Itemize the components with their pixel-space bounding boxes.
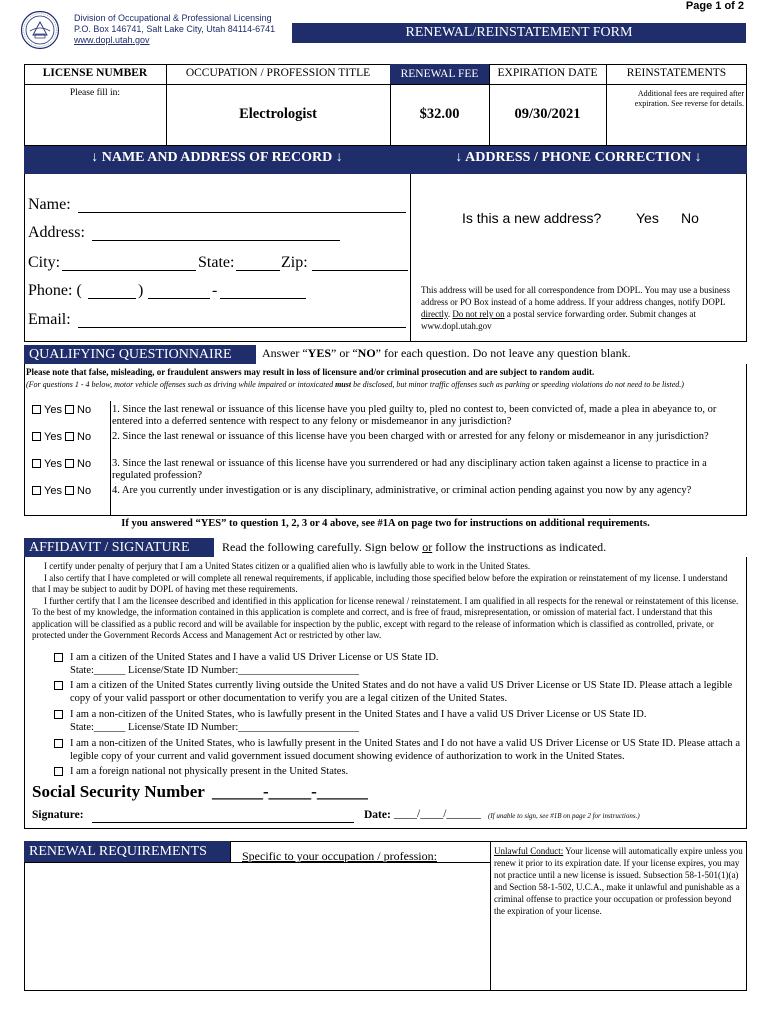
requirements-subtitle: Specific to your occupation / profession: [242,849,437,863]
renewal-fee-label: RENEWAL FEE [390,64,489,84]
affidavit-para-1: I certify under penalty of perjury that I am a United States citizen or a qualified alien who is lawfully able to work in the United States. [44,561,531,571]
q3-no-checkbox[interactable] [65,459,74,468]
q3-no-label: No [77,458,92,470]
correction-field[interactable] [418,240,740,280]
signature-label: Signature: [32,809,84,821]
q1-no-checkbox[interactable] [65,405,74,414]
license-number-field[interactable] [30,100,160,142]
state-seal-icon [20,10,60,50]
reinstatements-label: REINSTATEMENTS [626,67,727,79]
page-number: Page 1 of 2 [685,0,744,12]
affidavit-instruction: Read the following carefully. Sign below or follow the instructions as indicated. [222,540,607,554]
new-address-question: Is this a new address? [462,210,602,226]
affidavit-option-1-id[interactable]: State:______ License/State ID Number:_______________________ [70,665,360,676]
division-address: P.O. Box 146741, Salt Lake City, Utah 84114-6741 [74,24,276,34]
occupation-value: Electrologist [239,106,317,122]
questionnaire-footer: If you answered “YES” to question 1, 2, 3 or 4 above, see #1A on page two for instructions on additional requirements. [121,518,650,529]
new-address-yes[interactable]: Yes [636,210,659,226]
record-bar-left: ↓ NAME AND ADDRESS OF RECORD ↓ [91,150,343,165]
q2-yes-checkbox[interactable] [32,432,41,441]
state-label: State: [198,254,235,271]
q4-no-checkbox[interactable] [65,486,74,495]
q2-yes-label: Yes [44,431,62,443]
affidavit-title: AFFIDAVIT / SIGNATURE [24,538,214,557]
requirements-title: RENEWAL REQUIREMENTS [24,841,230,862]
unlawful-conduct-note: Unlawful Conduct: Your license will automatically expire unless you renew it prior to its expiration date. If your license expires, you may not practice until a new license is issued. Subsection 58-1-501(1)(a) and Section 58-1-502, U.C.A., make it unlawful and punishable as a criminal offense to practice your occupation or profession beyond the expiration of your license. [494,846,743,916]
affidavit-option-3-checkbox[interactable] [54,710,63,719]
ssn-field[interactable]: ______-_____-______ [212,782,368,801]
occupation-label: OCCUPATION / PROFESSION TITLE [185,67,371,79]
state-field[interactable] [236,270,280,271]
phone-line-field[interactable] [220,298,306,299]
division-name: Division of Occupational & Professional Licensing [74,13,272,23]
form-title: RENEWAL/REINSTATEMENT FORM [292,23,746,43]
signature-field[interactable] [92,822,354,823]
question-2-text: 2. Since the last renewal or issuance of this license have you been charged with or arrested for any felony or misdemeanor in any jurisdiction? [112,431,709,442]
name-label: Name: [28,196,71,213]
phone-prefix-field[interactable] [148,298,210,299]
affidavit-option-2-text: I am a citizen of the United States currently living outside the United States and do not have a valid US Driver License or US State ID. Please attach a legible copy of your valid passport or other documentation to verify you are a legal citizen of the United States. [70,680,733,704]
expiration-value: 09/30/2021 [514,106,581,122]
questionnaire-warning: Please note that false, misleading, or fraudulent answers may result in loss of licensure and/or criminal prosecution and are subject to random audit. [26,367,595,377]
question-3-text: 3. Since the last renewal or issuance of this license have you surrendered or had any disciplinary action taken against a license to practice in a regulated profession? [112,458,707,481]
address-label: Address: [28,224,85,241]
phone-label: Phone: ( [28,282,82,299]
phone-dash: - [212,282,218,299]
city-label: City: [28,254,61,271]
q1-yes-label: Yes [44,404,62,416]
ssn-label: Social Security Number [32,782,205,801]
name-field[interactable] [78,212,406,213]
affidavit-option-3-id[interactable]: State:______ License/State ID Number:_______________________ [70,722,360,733]
questionnaire-title: QUALIFYING QUESTIONNAIRE [24,345,256,364]
q3-yes-label: Yes [44,458,62,470]
q1-no-label: No [77,404,92,416]
expiration-label: EXPIRATION DATE [497,67,598,79]
affidavit-option-2-checkbox[interactable] [54,681,63,690]
affidavit-option-3-text: I am a non-citizen of the United States, who is lawfully present in the United States and I have a valid US Driver License or US State ID. [70,709,647,720]
q2-no-label: No [77,431,92,443]
city-field[interactable] [62,270,196,271]
q4-yes-checkbox[interactable] [32,486,41,495]
q4-yes-label: Yes [44,485,62,497]
affidavit-para-2: I also certify that I have completed or will complete all renewal requirements, if applicable, including those specified below before the expiration or reinstatement of my license. I understand that I may be subject to audit by DOPL of having met these requirements. [32,572,728,594]
q1-yes-checkbox[interactable] [32,405,41,414]
zip-field[interactable] [312,270,408,271]
license-number-label: LICENSE NUMBER [42,67,148,79]
q2-no-checkbox[interactable] [65,432,74,441]
zip-label: Zip: [281,254,308,271]
renewal-fee-value: $32.00 [419,106,460,122]
license-number-hint: Please fill in: [69,88,121,98]
reinstatements-note: Additional fees are required after expiration. See reverse for details. [634,89,744,108]
affidavit-option-5-text: I am a foreign national not physically present in the United States. [70,766,349,777]
record-bar-right: ↓ ADDRESS / PHONE CORRECTION ↓ [455,150,702,165]
affidavit-option-4-checkbox[interactable] [54,739,63,748]
requirements-content [28,866,486,987]
question-4-text: 4. Are you currently under investigation or is any disciplinary, administrative, or criminal action pending against you now by any agency? [112,485,692,496]
affidavit-option-1-text: I am a citizen of the United States and I have a valid US Driver License or US State ID. [70,652,439,663]
division-website[interactable]: www.dopl.utah.gov [74,35,150,45]
date-field[interactable]: ____/____/______ [394,808,481,820]
new-address-no[interactable]: No [681,210,699,226]
questionnaire-note: (For questions 1 - 4 below, motor vehicle offenses such as driving while impaired or intoxicated must be disclosed, but minor traffic offenses such as parking or speeding violations do not need to be listed.) [26,380,684,389]
correction-note: This address will be used for all correspondence from DOPL. You may use a business address or PO Box instead of a home address. If your address changes, notify DOPL directly. Do not rely on a postal service forwarding order. Submit changes at www.dopl.utah.gov [421,285,730,331]
affidavit-para-3: I further certify that I am the licensee described and identified in this application for license renewal / reinstatement. I am qualified in all respects for the renewal or reinstatement of this license. To the best of my knowledge, the information contained in this application is complete and correct, and is free of fraud, misrepresentation, or omission of material fact. I understand that this application will be classified as a public record and will be available for inspection by the public, except with regard to the release of information which is classified as controlled, private, or protected under the Government Records Access and Management Act or restricted by other law. [32,595,739,640]
unable-to-sign-note: (If unable to sign, see #1B on page 2 for instructions.) [488,812,640,820]
affidavit-option-5-checkbox[interactable] [54,767,63,776]
question-1-text: 1. Since the last renewal or issuance of this license have you pled guilty to, pled no contest to, been convicted of, made a plea in abeyance to, or entered into a deferred sentence with respect to any felony or misdemeanor in any jurisdiction? [112,404,717,427]
phone-close-paren: ) [138,282,144,299]
date-label: Date: [364,809,391,821]
q4-no-label: No [77,485,92,497]
affidavit-option-4-text: I am a non-citizen of the United States, who is lawfully present in the United States and I do not have a valid US Driver License or US State ID. Please attach a legible copy of your current and valid government issued document showing evidence of authorization to work in the United States. [70,738,741,762]
address-field[interactable] [92,240,340,241]
email-label: Email: [28,311,71,328]
email-field[interactable] [78,327,406,328]
questionnaire-instruction: Answer “YES” or “NO” for each question. Do not leave any question blank. [262,346,631,360]
phone-area-field[interactable] [88,298,136,299]
affidavit-option-1-checkbox[interactable] [54,653,63,662]
q3-yes-checkbox[interactable] [32,459,41,468]
